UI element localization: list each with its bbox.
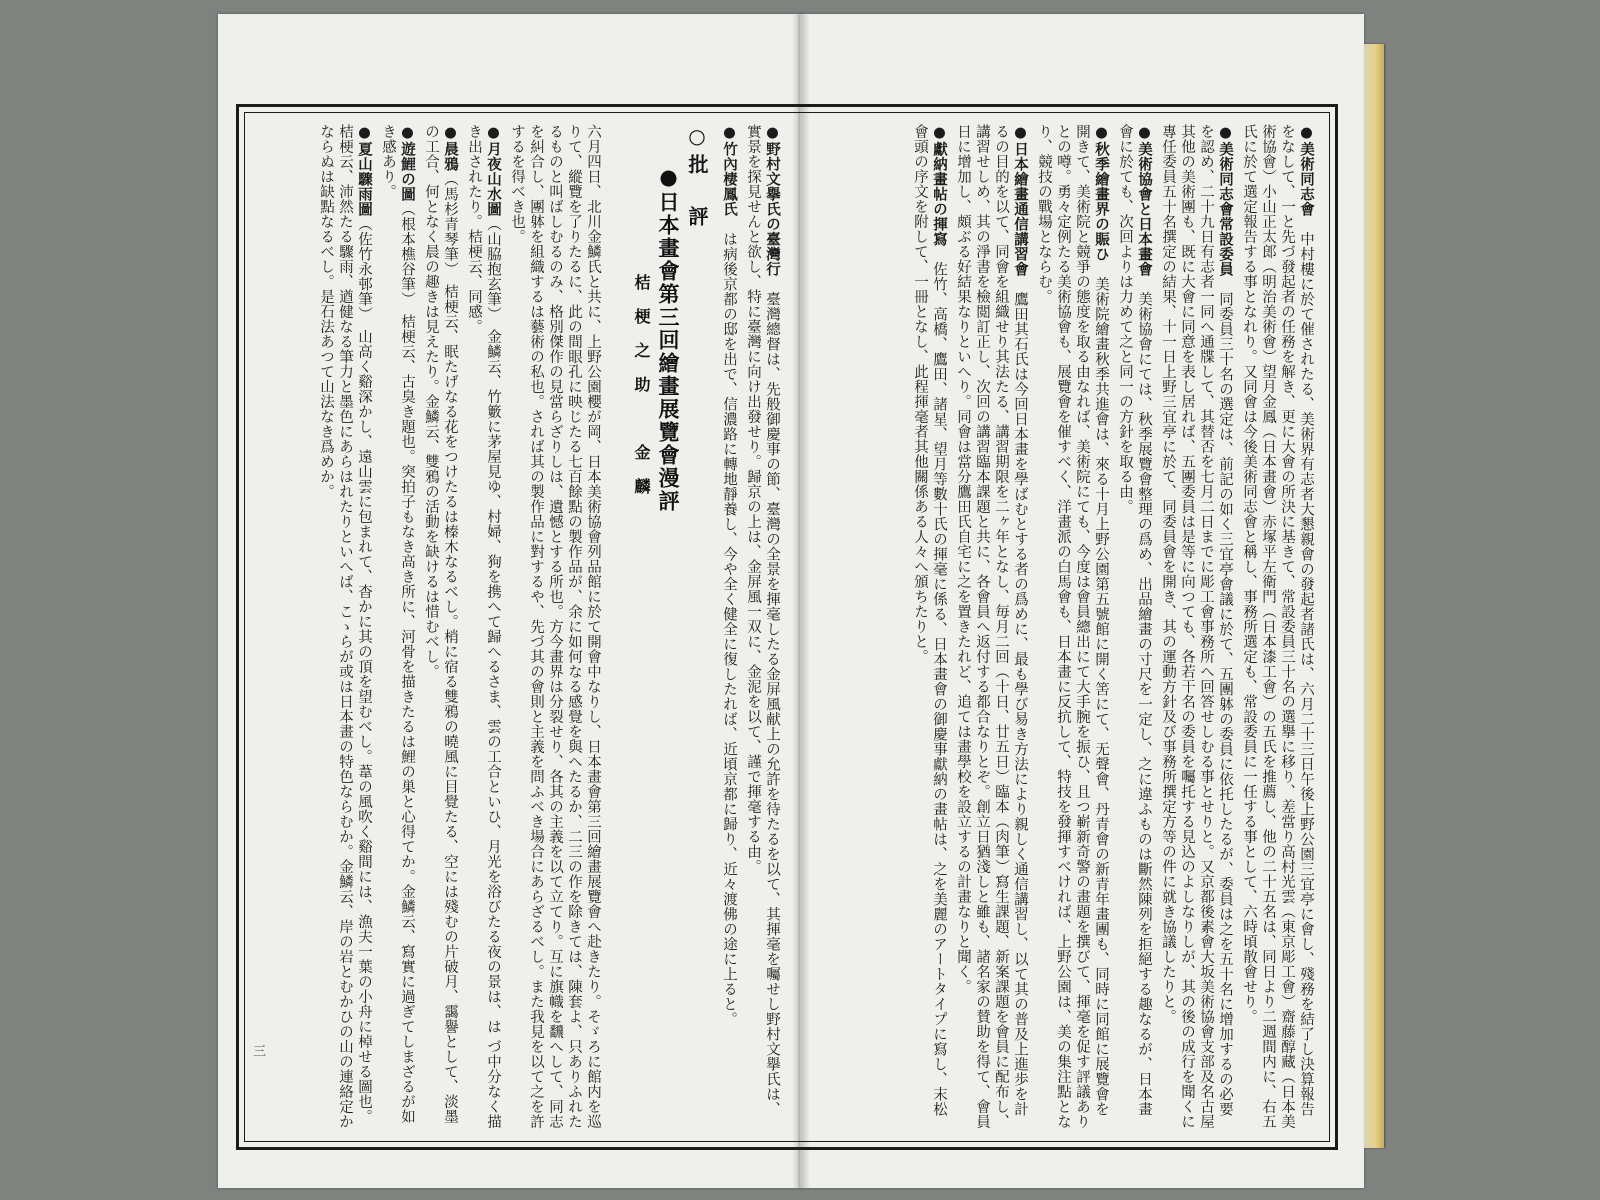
review-item xyxy=(464,124,503,1130)
news-body: 臺灣總督は、先般御慶事の節、臺灣の全景を揮毫したる金屏風献上の允許を待たるを以て、其揮毫を囑せし野村文擧氏は、實景を探見せんと欲し、特に臺灣に向け出發せり。歸京の上は、金屏風一双に、金泥を以て、謹で揮毫する由。 xyxy=(745,124,780,1117)
review-text: 六月四日、北川金鱗氏と共に、上野公園櫻が岡、日本美術協會列品館に於て開會中なりし、日本畫會第三回繪畫展覽會へ赴きたり。そゞろに館内を巡りて、縱覽を了りたるに、此の間眼孔に映じたる七百餘點の製作品が、余に如何なる感覺を與へたるか、二三の作を除きては、陳套よ、只ありふれたるものと叫ばしむるのみ、格別傑作の見當らざりしは、遺憾とする所也。方今畫界は分裂せり、各其の主義を以て立てり。互に旗幟を飜へして、同志を糾合し、團躰を組織するは藝術の私也。されば其の製作品に對するや、先づ其の會則と主義を問ふべき場合にあらざるべし。また我見を以て之を許するを得べき也。 xyxy=(509,124,601,1129)
news-heading: ●美術同志會常設委員 xyxy=(1217,124,1234,277)
news-heading: ●美術同志會 xyxy=(1298,124,1315,217)
news-item xyxy=(910,124,949,1130)
left-page-news xyxy=(716,124,782,1130)
review-heading: ●晨鴉 xyxy=(442,124,459,172)
news-heading: ●竹內棲鳳氏 xyxy=(721,124,738,217)
news-body: 美術協會にては、秋季展覽會整理の爲め、出品繪畫の寸尺を一定し、之に違ふものは斷然陳列を拒絕する趣なるが、日本畫會に於ても、次回よりは力めて之と同一の方針を取る由。 xyxy=(1117,124,1152,1117)
section-heading: ○批 評 xyxy=(685,124,709,232)
news-item xyxy=(1034,124,1111,1130)
news-heading: ●秋季繪畫界の賑ひ xyxy=(1093,124,1110,262)
news-item xyxy=(719,124,739,1130)
news-item xyxy=(1239,124,1316,1130)
news-item xyxy=(743,124,782,1130)
news-body: 美術院繪畫秋季共進會は、來る十月上野公園第五號館に開く筈にて、无聲會、丹青會の新青年畫團も、同時に同館に展覽會を開きて、美術院と競爭の態度を取る由なれば、美術院にても、今度は會員總出にて大手腕を振ひ、且つ嶄新奇警の畫題を撰びて、揮毫を促す評議ありとの噂。勇々定例たる美術協會も、展覽會を催すべく、洋畫派の白馬會も、日本畫に反抗して、特技を發揮すべければ、上野公園は、美の集注點となり、競技の戰場とならむ。 xyxy=(1036,124,1109,1129)
article-author: 桔梗之助 金麟 xyxy=(632,274,651,512)
news-item xyxy=(1115,124,1154,1130)
review-text: （山脇抱玄筆） 金鱗云、竹籔に茅屋見ゆ、村婦、狗を携へて歸へるさま、雲の工合といひ、月光を浴びたる夜の景は、は づ中分なく描き出されたり。桔梗云、同感。 xyxy=(466,124,501,1130)
review-body xyxy=(262,124,602,1130)
review-text: （馬杉青琴筆） 桔梗云、眠たげなる花をつけたるは榛木なるべし。梢に宿る雙鴉の曉風に目覺たる、空には殘むの片破月、靄譽として、淡墨の工合、何となく晨の趣きは見えたり。金鱗云、雙鴉の活動を缺けるは惜むべし。 xyxy=(423,124,458,1125)
news-item xyxy=(1158,124,1235,1130)
review-title-block xyxy=(608,124,712,1130)
news-body: 鷹田其石氏は今回日本畫を學ばむとする者の爲めに、最も學び易き方法により親しく通信講習し、以て其の普及上進歩を計るの目的を以て、同會を組織せり其法たる、講習期限を二ヶ年となし、毎月二回（十日、廿五日）臨本（肉筆）寫生課題、新案課題を會員に配布し、講習せしめ、其の淨書を檢閲訂正し、次回の講習臨本課題と共に、各會員へ返付する都合なりとぞ。創立日猶淺しと雖も、諸名家の賛助を得て、會員日に增加し、頗ぶる好結果なりといへり。同會は當分鷹田氏自宅に之を置きたれど、追ては畫學校を設立するの計畫なりと聞く。 xyxy=(955,124,1028,1129)
article-title: ●日本畫會第三回繪畫展覽會漫評 xyxy=(656,164,681,513)
news-body: は病後京都の邸を出で、信濃路に轉地靜養し、今や全く健全に復したれば、近頃京都に歸り、近々渡佛の途に上ると。 xyxy=(721,231,737,1027)
right-page-text xyxy=(824,124,1316,1130)
review-heading: ●月夜山水圖 xyxy=(485,124,502,217)
review-item xyxy=(421,124,460,1130)
news-heading: ●野村文擧氏の臺灣行 xyxy=(764,124,781,277)
review-item xyxy=(378,124,417,1130)
news-heading: ●日本繪畫通信講習會 xyxy=(1012,124,1029,277)
review-item xyxy=(316,124,374,1130)
news-body: 佐竹、高橋、鷹田、諸星、望月等數十氏の揮毫に係る、日本畫會の御慶事獻納の畫帖は、之を美麗のアートタイプに寫し、末松會頭の序文を附して、一冊となし、此程揮毫者其他關係ある人々へ頒ちたりと。 xyxy=(912,124,947,1117)
news-body: 同委員三十名の選定は、前記の如く三宜亭會議に於て、五團躰の委員に依托したるが、委員は之を五十名に增加するの必要を認め、二十九日有志者一同へ通牒して、其替否を七月二日までに彫工會事務所へ回答せしむる事とせりと。又京都後素會大坂美術協會支部及名古屋其他の美術團も、既に大會に同意を表し居れば、五團委員は是等に向つても、各若干名の委員を囑托する見込のよしなりしが、其の後の成行を聞くに專任委員五十名撰定の結果、十一日上野三宜亭に於て、同委員會を開き、其の運動方針及び事務所撰定方等の件に就き協議したりと。 xyxy=(1160,124,1233,1129)
news-heading: ●美術協會と日本畫會 xyxy=(1136,124,1153,277)
review-text: （佐竹永邨筆） 山高く谿深かし、遠山雲に包まれて、杳かに其の頂を望むべし。葦の風吹く谿間には、漁夫一葉の小舟に棹せる圖也。桔梗云、沛然たる驟雨、遒健なる筆力と墨色にあらはれたりといへば、こゝらが或は日本畫の特色ならむか。金鱗云、岸の岩とむかひの山の連絡定かならぬは缺點なるべし。是石法あつて山法なき爲めか。 xyxy=(318,124,372,1129)
page-number: 三 xyxy=(250,1044,265,1057)
review-paragraph xyxy=(507,124,602,1130)
review-heading: ●遊鯉の圖 xyxy=(399,124,416,202)
news-body: 中村樓に於て催されたる、美術界有志者大懇親會の發起者諸氏は、六月二十三日午後上野公園三宜亭に會し、殘務を結了し決算報告をなして、一と先づ發起者の任務を解き、更に大會の所決に基きて、常設委員三十名の選擧に移り、差當り高村光雲（東京彫工會）齋藤醇藏（日本美術協會）小山正太郎（明治美術會）望月金鳳（日本畫會）赤塚平左衛門（日本漆工會）の五氏を推薦し、他の二十五名は、同日より二週間内に、右五氏に於て選定報告する事となれり。又同會は今後美術同志會と稱し、事務所選定も、常設委員に一任する事として、六時頃散會せり。 xyxy=(1241,124,1314,1129)
news-item xyxy=(953,124,1030,1130)
news-heading: ●獻納畫帖の揮寫 xyxy=(931,124,948,247)
review-text: （根本樵谷筆） 桔梗云、古臭き題也。突拍子もなき高き所に、河骨を描きたるは鯉の巣と心得てか。金鱗云、寫實に過ぎてしまざるが如き感あり。 xyxy=(380,124,415,1125)
review-heading: ●夏山驟雨圖 xyxy=(356,124,373,217)
page-edge-strip xyxy=(1364,44,1384,1148)
